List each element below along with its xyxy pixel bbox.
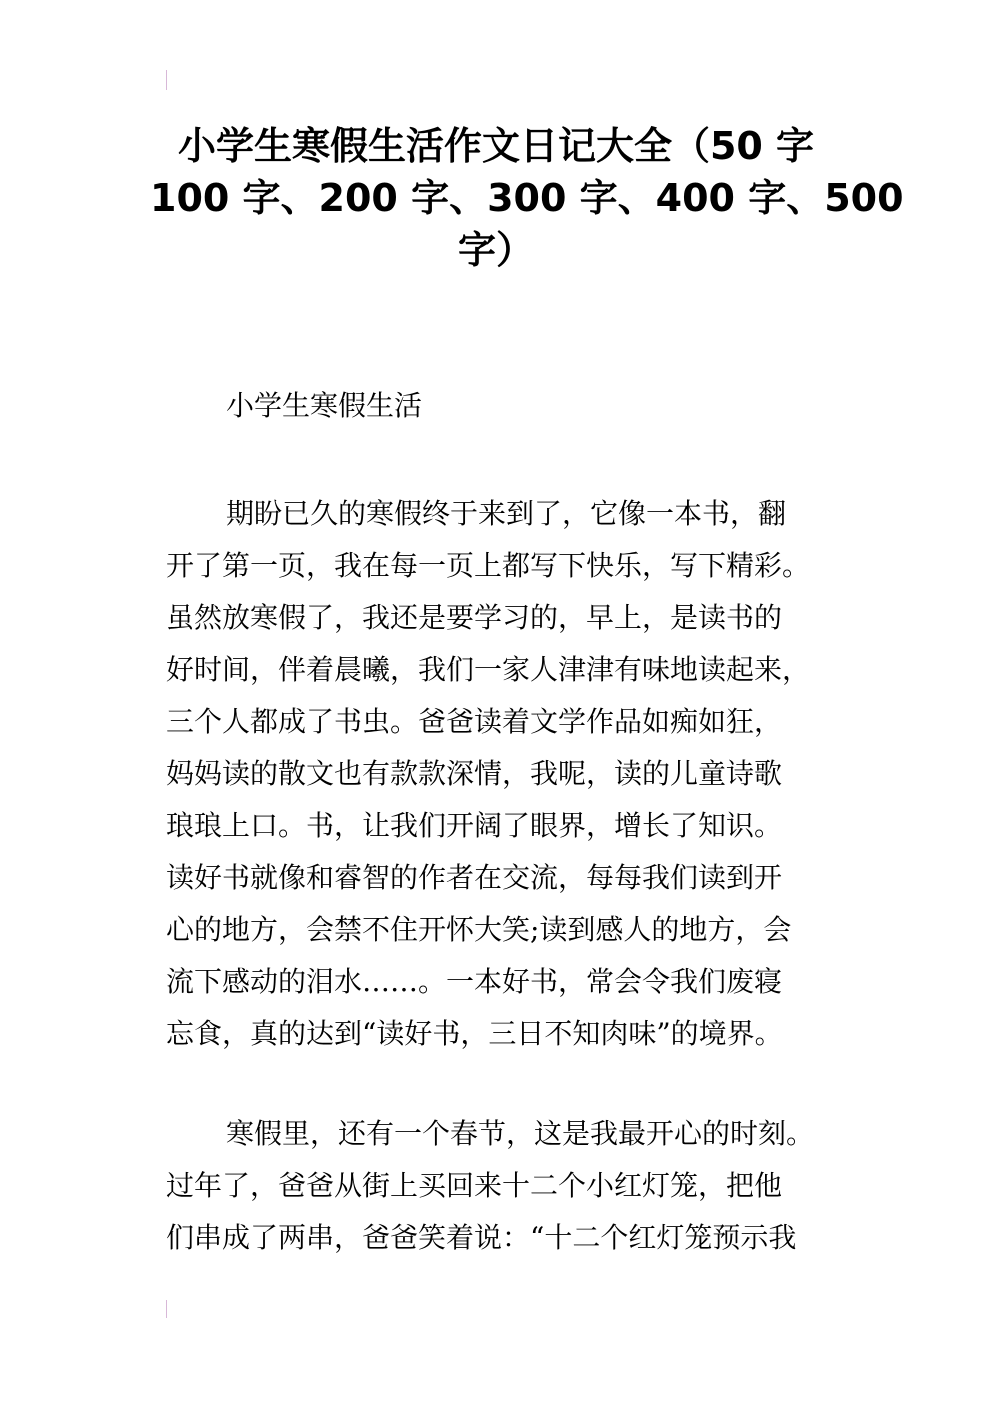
text-line: 开了第一页，我在每一页上都写下快乐，写下精彩。 [166, 549, 811, 582]
paragraph-reading [166, 488, 846, 1060]
text-line: 琅琅上口。书，让我们开阔了眼界，增长了知识。 [166, 809, 783, 842]
title-line: 字） [457, 228, 534, 272]
text-line: 寒假里，还有一个春节，这是我最开心的时刻。 [226, 1117, 815, 1150]
text-line: 期盼已久的寒假终于来到了，它像一本书，翻 [226, 497, 787, 530]
text-line: 好时间，伴着晨曦，我们一家人津津有味地读起来， [166, 653, 811, 686]
page-corner-mark-top [166, 70, 167, 90]
text-line: 心的地方，会禁不住开怀大笑;读到感人的地方，会 [166, 913, 792, 946]
text-line: 妈妈读的散文也有款款深情，我呢，读的儿童诗歌 [166, 757, 783, 790]
text-line: 们串成了两串，爸爸笑着说：“十二个红灯笼预示我 [166, 1221, 797, 1254]
text-line: 忘食，真的达到“读好书，三日不知肉味”的境界。 [166, 1017, 783, 1050]
title-line: 100 字、200 字、300 字、400 字、500 [150, 176, 904, 220]
page-corner-mark-bottom [166, 1300, 167, 1318]
document-title [150, 120, 904, 276]
text-line: 过年了，爸爸从街上买回来十二个小红灯笼，把他 [166, 1169, 783, 1202]
text-line: 三个人都成了书虫。爸爸读着文学作品如痴如狂， [166, 705, 783, 738]
title-line: 小学生寒假生活作文日记大全（50 字 [177, 124, 815, 168]
text-line: 读好书就像和睿智的作者在交流，每每我们读到开 [166, 861, 783, 894]
text-line: 流下感动的泪水……。一本好书，常会令我们废寝 [166, 965, 783, 998]
text-line: 虽然放寒假了，我还是要学习的，早上，是读书的 [166, 601, 783, 634]
paragraph-spring-festival [166, 1108, 846, 1264]
section-heading: 小学生寒假生活 [226, 389, 423, 422]
